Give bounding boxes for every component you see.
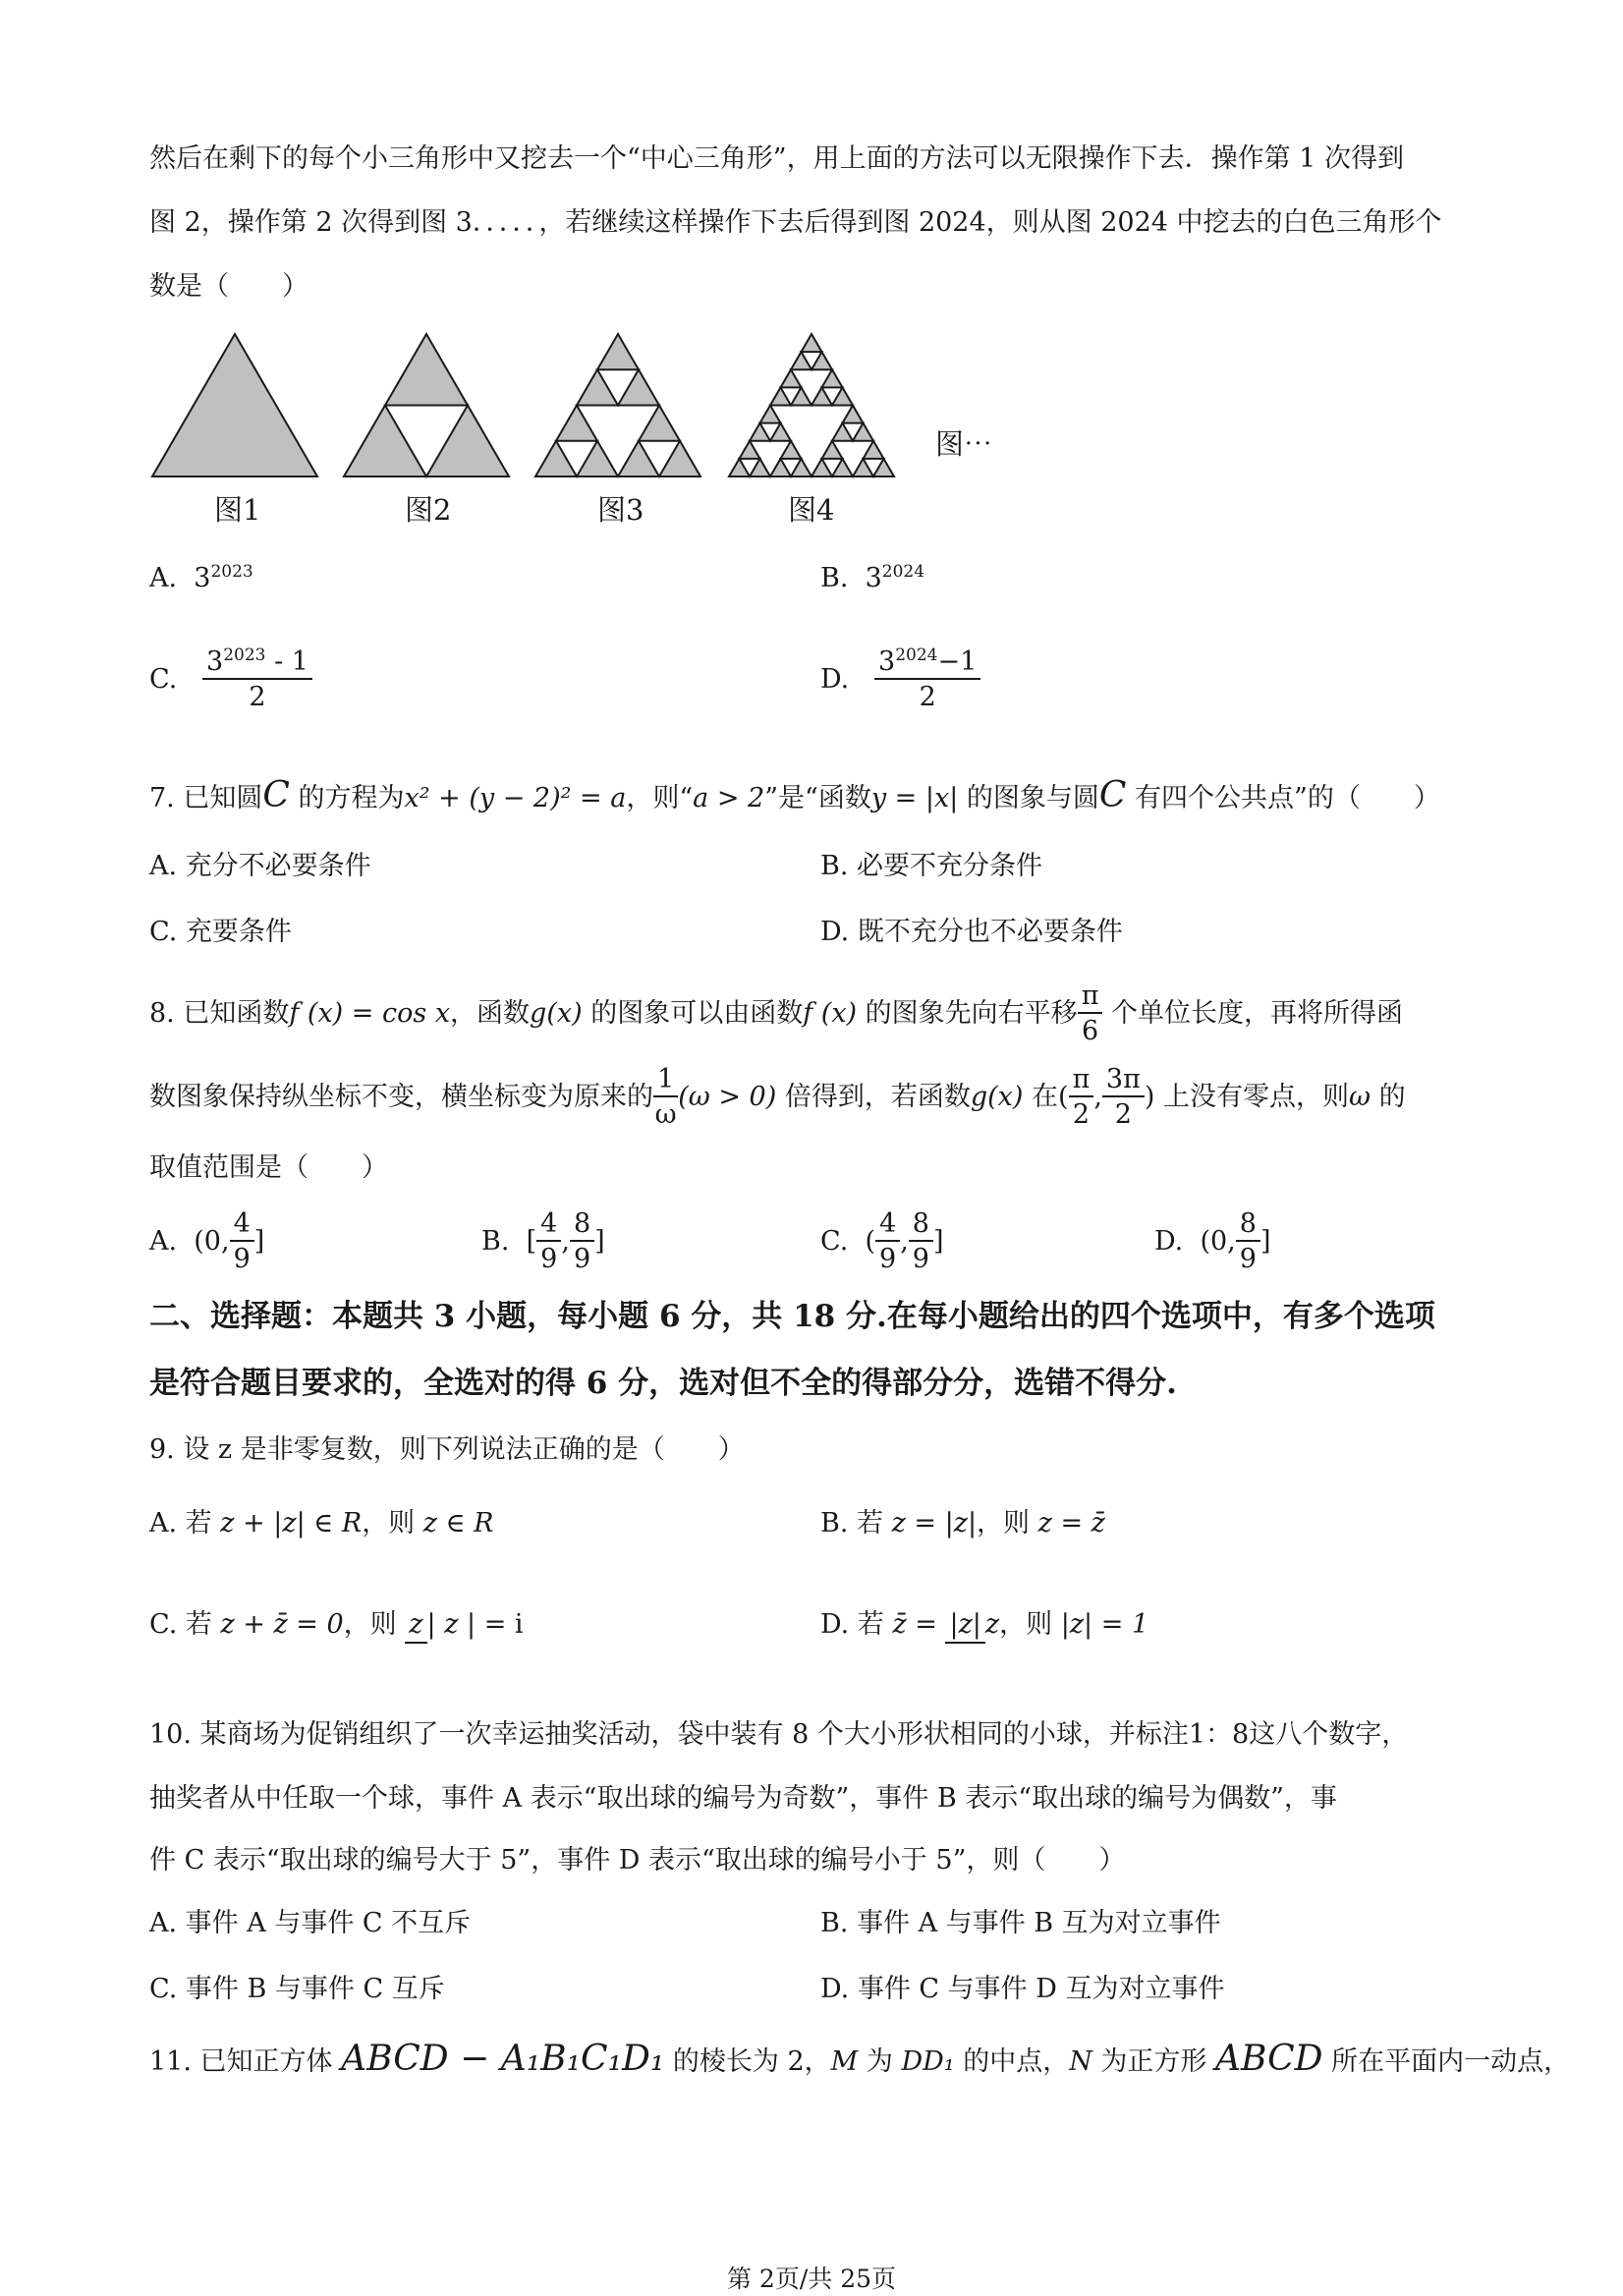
q8-line-1: 8. 已知函数f (x) = cos x，函数g(x) 的图象可以由函数f (x) 的图象先向右平移 $\frac{\pi}{6}$ 个单位长度，再将所得函 — [149, 980, 1404, 1047]
figure-more-label: 图⋯ — [935, 427, 993, 461]
option-label: B. — [820, 563, 849, 593]
q6-option-a — [149, 562, 253, 593]
section-2-line-1: 二、选择题：本题共 3 小题，每小题 6 分，共 18 分.在每小题给出的四个选项中，有多个选项 — [149, 1299, 1435, 1334]
fraction: $\frac{1}{\omega}$ — [654, 1064, 677, 1131]
fraction: z | z | — [405, 1611, 476, 1639]
fraction: $\frac{4}{9}$ — [875, 1210, 900, 1274]
q10-line-3: 件 C 表示“取出球的编号大于 5”，事件 D 表示“取出球的编号小于 5”，则（ ） — [149, 1845, 1126, 1876]
fraction: $\frac{3^{2024}-1}{2}$ — [874, 648, 980, 712]
option-base: 3 — [865, 563, 882, 593]
option-exponent: 2023 — [210, 562, 253, 582]
q11-stem: 11. 已知正方体 ABCD − A₁B₁C₁D₁ 的棱长为 2，M 为 DD₁ 的中点，N 为正方形 ABCD 所在平面内一动点， — [149, 2039, 1571, 2079]
page-footer: 第 2页/共 25页 — [726, 2265, 897, 2293]
fraction: $\frac{\pi}{6}$ — [1078, 982, 1103, 1046]
fraction: $\frac{3\pi}{2}$ — [1102, 1066, 1145, 1130]
option-exponent: 2024 — [881, 562, 925, 582]
q8-line-3: 取值范围是（ ） — [149, 1152, 388, 1183]
fraction: $\frac{8}{9}$ — [1236, 1210, 1260, 1274]
fraction: $\frac{8}{9}$ — [909, 1210, 933, 1274]
sierpinski-triangles — [152, 334, 894, 476]
q10-option-d: D. 事件 C 与事件 D 互为对立事件 — [820, 1974, 1225, 2004]
intro-line-1: 然后在剩下的每个小三角形中又挖去一个“中心三角形”，用上面的方法可以无限操作下去．操作第 1 次得到 — [149, 143, 1404, 174]
q10-option-c: C. 事件 B 与事件 C 互斥 — [149, 1974, 445, 2004]
q7-option-c: C. 充要条件 — [149, 917, 292, 947]
q9-option-b: B. 若 z = |z|，则 z = z̄ — [820, 1508, 1105, 1539]
option-label: C. — [149, 663, 178, 695]
figure-label-3: 图3 — [597, 493, 644, 527]
figure-label-1: 图1 — [214, 493, 261, 527]
q8-line-2: 数图象保持纵坐标不变，横坐标变为原来的 $\frac{1}{\omega}$ (ω > 0) 倍得到，若函数g(x) 在( $\frac{\pi}{2}$ , $\frac{3\pi}{2}$ ) 上没有零点，则ω 的 — [149, 1064, 1406, 1131]
q7-stem: 7. 已知圆C 的方程为x² + (y − 2)² = a，则“a > 2”是“函数y = |x| 的图象与圆C 有四个公共点”的（ ） — [149, 775, 1440, 815]
q8-option-d: D. (0, $\frac{8}{9}$ ] — [1154, 1208, 1271, 1275]
figure-label-2: 图2 — [405, 493, 452, 527]
q9-stem: 9. 设 z 是非零复数，则下列说法正确的是（ ） — [149, 1434, 745, 1465]
q10-option-b: B. 事件 A 与事件 B 互为对立事件 — [820, 1908, 1221, 1938]
q6-option-b — [820, 562, 925, 593]
q10-line-2: 抽奖者从中任取一个球，事件 A 表示“取出球的编号为奇数”，事件 B 表示“取出球的编号为偶数”，事 — [149, 1783, 1337, 1814]
q8-option-b: B. [ $\frac{4}{9}$ , $\frac{8}{9}$ ] — [481, 1208, 605, 1275]
fraction: $\frac{3^{2023} - 1}{2}$ — [202, 648, 312, 712]
q7-option-a: A. 充分不必要条件 — [149, 851, 371, 881]
option-base: 3 — [194, 563, 211, 593]
q10-line-1: 10. 某商场为促销组织了一次幸运抽奖活动，袋中装有 8 个大小形状相同的小球，并标注1：8这八个数字， — [149, 1719, 1409, 1750]
intro-line-2: 图 2，操作第 2 次得到图 3．．．．．，若继续这样操作下去后得到图 2024，则从图 2024 中挖去的白色三角形个 — [149, 207, 1442, 238]
q10-option-a: A. 事件 A 与事件 C 不互斥 — [149, 1908, 472, 1938]
intro-line-3: 数是（ ） — [149, 271, 308, 302]
figure-label-4: 图4 — [788, 493, 835, 527]
fraction: $\frac{4}{9}$ — [230, 1210, 254, 1274]
q7-option-b: B. 必要不充分条件 — [820, 851, 1043, 881]
q7-option-d: D. 既不充分也不必要条件 — [820, 917, 1123, 947]
fraction: $\frac{\pi}{2}$ — [1069, 1066, 1094, 1130]
q9-option-c: C. 若 z + z̄ = 0，则 z | z | = i — [149, 1611, 524, 1640]
q9-option-a: A. 若 z + |z| ∈ R，则 z ∈ R — [149, 1508, 494, 1539]
q8-option-a: A. (0, $\frac{4}{9}$ ] — [149, 1208, 265, 1275]
q6-option-d — [820, 645, 980, 713]
section-2-line-2: 是符合题目要求的，全选对的得 6 分，选对但不全的得部分分，选错不得分. — [149, 1366, 1177, 1401]
option-label: D. — [820, 663, 850, 695]
q8-option-c: C. ( $\frac{4}{9}$ , $\frac{8}{9}$ ] — [820, 1208, 944, 1275]
q9-option-d: D. 若 z̄ = |z| z，则 |z| = 1 — [820, 1611, 1148, 1640]
fraction: $\frac{8}{9}$ — [570, 1210, 594, 1274]
q6-option-c — [149, 645, 312, 713]
fraction: |z| z — [945, 1611, 999, 1639]
sierpinski-figure-1 — [152, 334, 317, 476]
fraction: $\frac{4}{9}$ — [536, 1210, 561, 1274]
option-label: A. — [149, 563, 178, 593]
